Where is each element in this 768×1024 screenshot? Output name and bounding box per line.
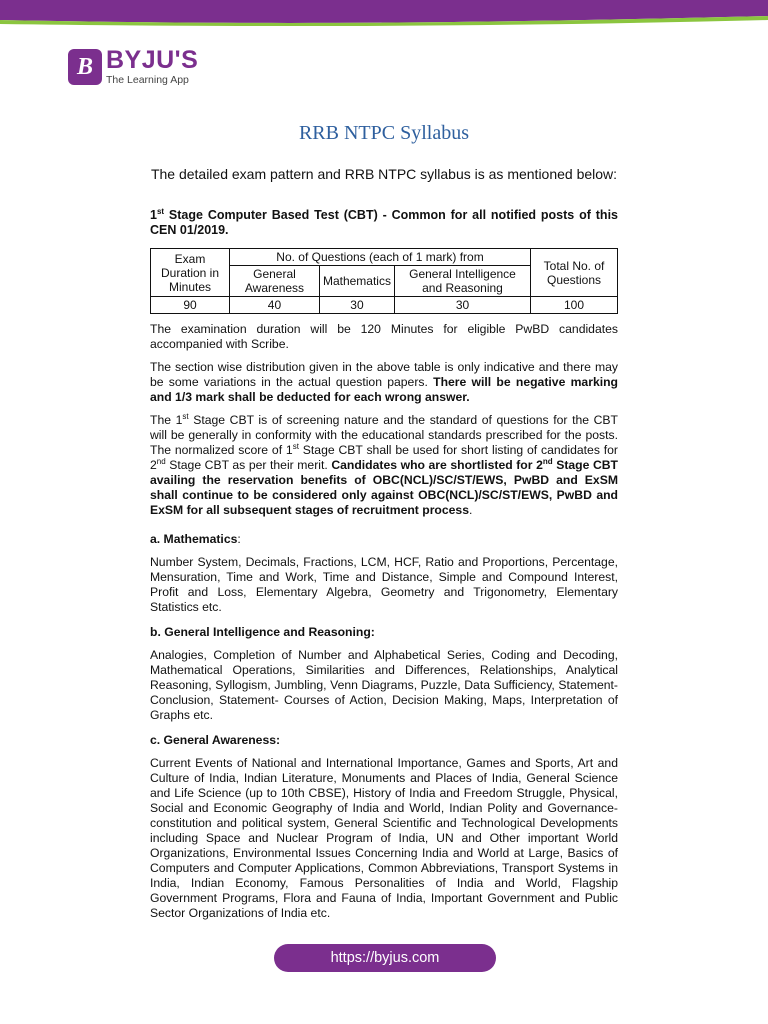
footer-url-link[interactable]: https://byjus.com xyxy=(274,944,496,972)
paragraph-screening: The 1st Stage CBT is of screening nature and the standard of questions for the CBT will be generally in conformity with the educational standards prescribed for the posts. The normalized score of 1st Stage CBT shall be used for short listing of candidates for 2nd Stage CBT as per their merit. Candidates who are shortlisted for 2nd Stage CBT availing the reservation benefits of OBC(NCL)/SC/ST/EWS, PwBD and ExSM shall continue to be considered only against OBC(NCL)/SC/ST/EWS, PwBD and ExSM for all subsequent stages of recruitment process. xyxy=(150,411,619,517)
table-header-row xyxy=(151,249,618,266)
th-questions-group: No. of Questions (each of 1 mark) from xyxy=(230,249,531,266)
logo-mark-icon xyxy=(68,49,102,85)
logo-letter: B xyxy=(76,53,93,80)
section-heading-awareness: c. General Awareness: xyxy=(150,733,281,747)
table-row xyxy=(151,297,618,314)
header-band xyxy=(0,0,768,26)
section-heading-mathematics: a. Mathematics: xyxy=(150,532,241,546)
th-total: Total No. of Questions xyxy=(531,249,618,297)
table-cell: 100 xyxy=(531,297,618,314)
table-cell: 30 xyxy=(319,297,394,314)
logo-tagline: The Learning App xyxy=(106,74,189,87)
cbt-heading: 1st Stage Computer Based Test (CBT) - Common for all notified posts of this CEN 01/2019. xyxy=(150,206,618,237)
table-cell: 90 xyxy=(151,297,230,314)
paragraph-duration: The examination duration will be 120 Minutes for eligible PwBD candidates accompanied with Scribe. xyxy=(150,322,618,351)
section-heading-reasoning: b. General Intelligence and Reasoning: xyxy=(150,625,375,639)
th-mathematics: Mathematics xyxy=(319,266,394,297)
document-body xyxy=(150,208,618,921)
logo-name: BYJU'S xyxy=(106,46,199,75)
intro-text: The detailed exam pattern and RRB NTPC syllabus is as mentioned below: xyxy=(150,166,618,182)
section-body-awareness: Current Events of National and International Importance, Games and Sports, Art and Culture of India, Indian Literature, Monuments and Places of India, General Science and Life Science (up to 10th CBSE), History of India and Freedom Struggle, Physical, Social and Economic Geography of India and World, Indian Polity and Governance- constitution and political system, General Scientific and Technological Developments including Space and Nuclear Program of India, UN and Other important World Organizations, Environmental Issues Concerning India and World at Large, Basics of Computers and Computer Applications, Common Abbreviations, Transport Systems in India, Indian Economy, Famous Personalities of India and World, Flagship Government Programs, Flora and Fauna of India, Important Government and Public Sector Organizations of India etc. xyxy=(150,756,618,920)
header-band-graphic xyxy=(0,0,768,26)
paragraph-negative-marking: The section wise distribution given in the above table is only indicative and there may be some variations in the actual question papers. There will be negative marking and 1/3 mark shall be deducted for each wrong answer. xyxy=(150,360,618,404)
table-cell: 40 xyxy=(230,297,320,314)
page-title: RRB NTPC Syllabus xyxy=(298,122,470,144)
byjus-logo[interactable] xyxy=(68,46,198,88)
exam-pattern-table xyxy=(150,248,618,314)
th-gir: General Intelligence and Reasoning xyxy=(394,266,530,297)
section-body-mathematics: Number System, Decimals, Fractions, LCM, HCF, Ratio and Proportions, Percentage, Mensuration, Time and Work, Time and Distance, Simple and Compound Interest, Profit and Loss, Elementary Algebra, Geometry and Trigonometry, Elementary Statistics etc. xyxy=(150,555,618,614)
th-general-awareness: General Awareness xyxy=(230,266,320,297)
table-cell: 30 xyxy=(394,297,530,314)
section-body-reasoning: Analogies, Completion of Number and Alphabetical Series, Coding and Decoding, Mathematical Operations, Similarities and Differences, Relationships, Analytical Reasoning, Syllogism, Jumbling, Venn Diagrams, Puzzle, Data Sufficiency, Statement- Conclusion, Statement- Courses of Action, Decision Making, Maps, Interpretation of Graphs etc. xyxy=(150,648,618,722)
th-duration: Exam Duration in Minutes xyxy=(151,249,230,297)
